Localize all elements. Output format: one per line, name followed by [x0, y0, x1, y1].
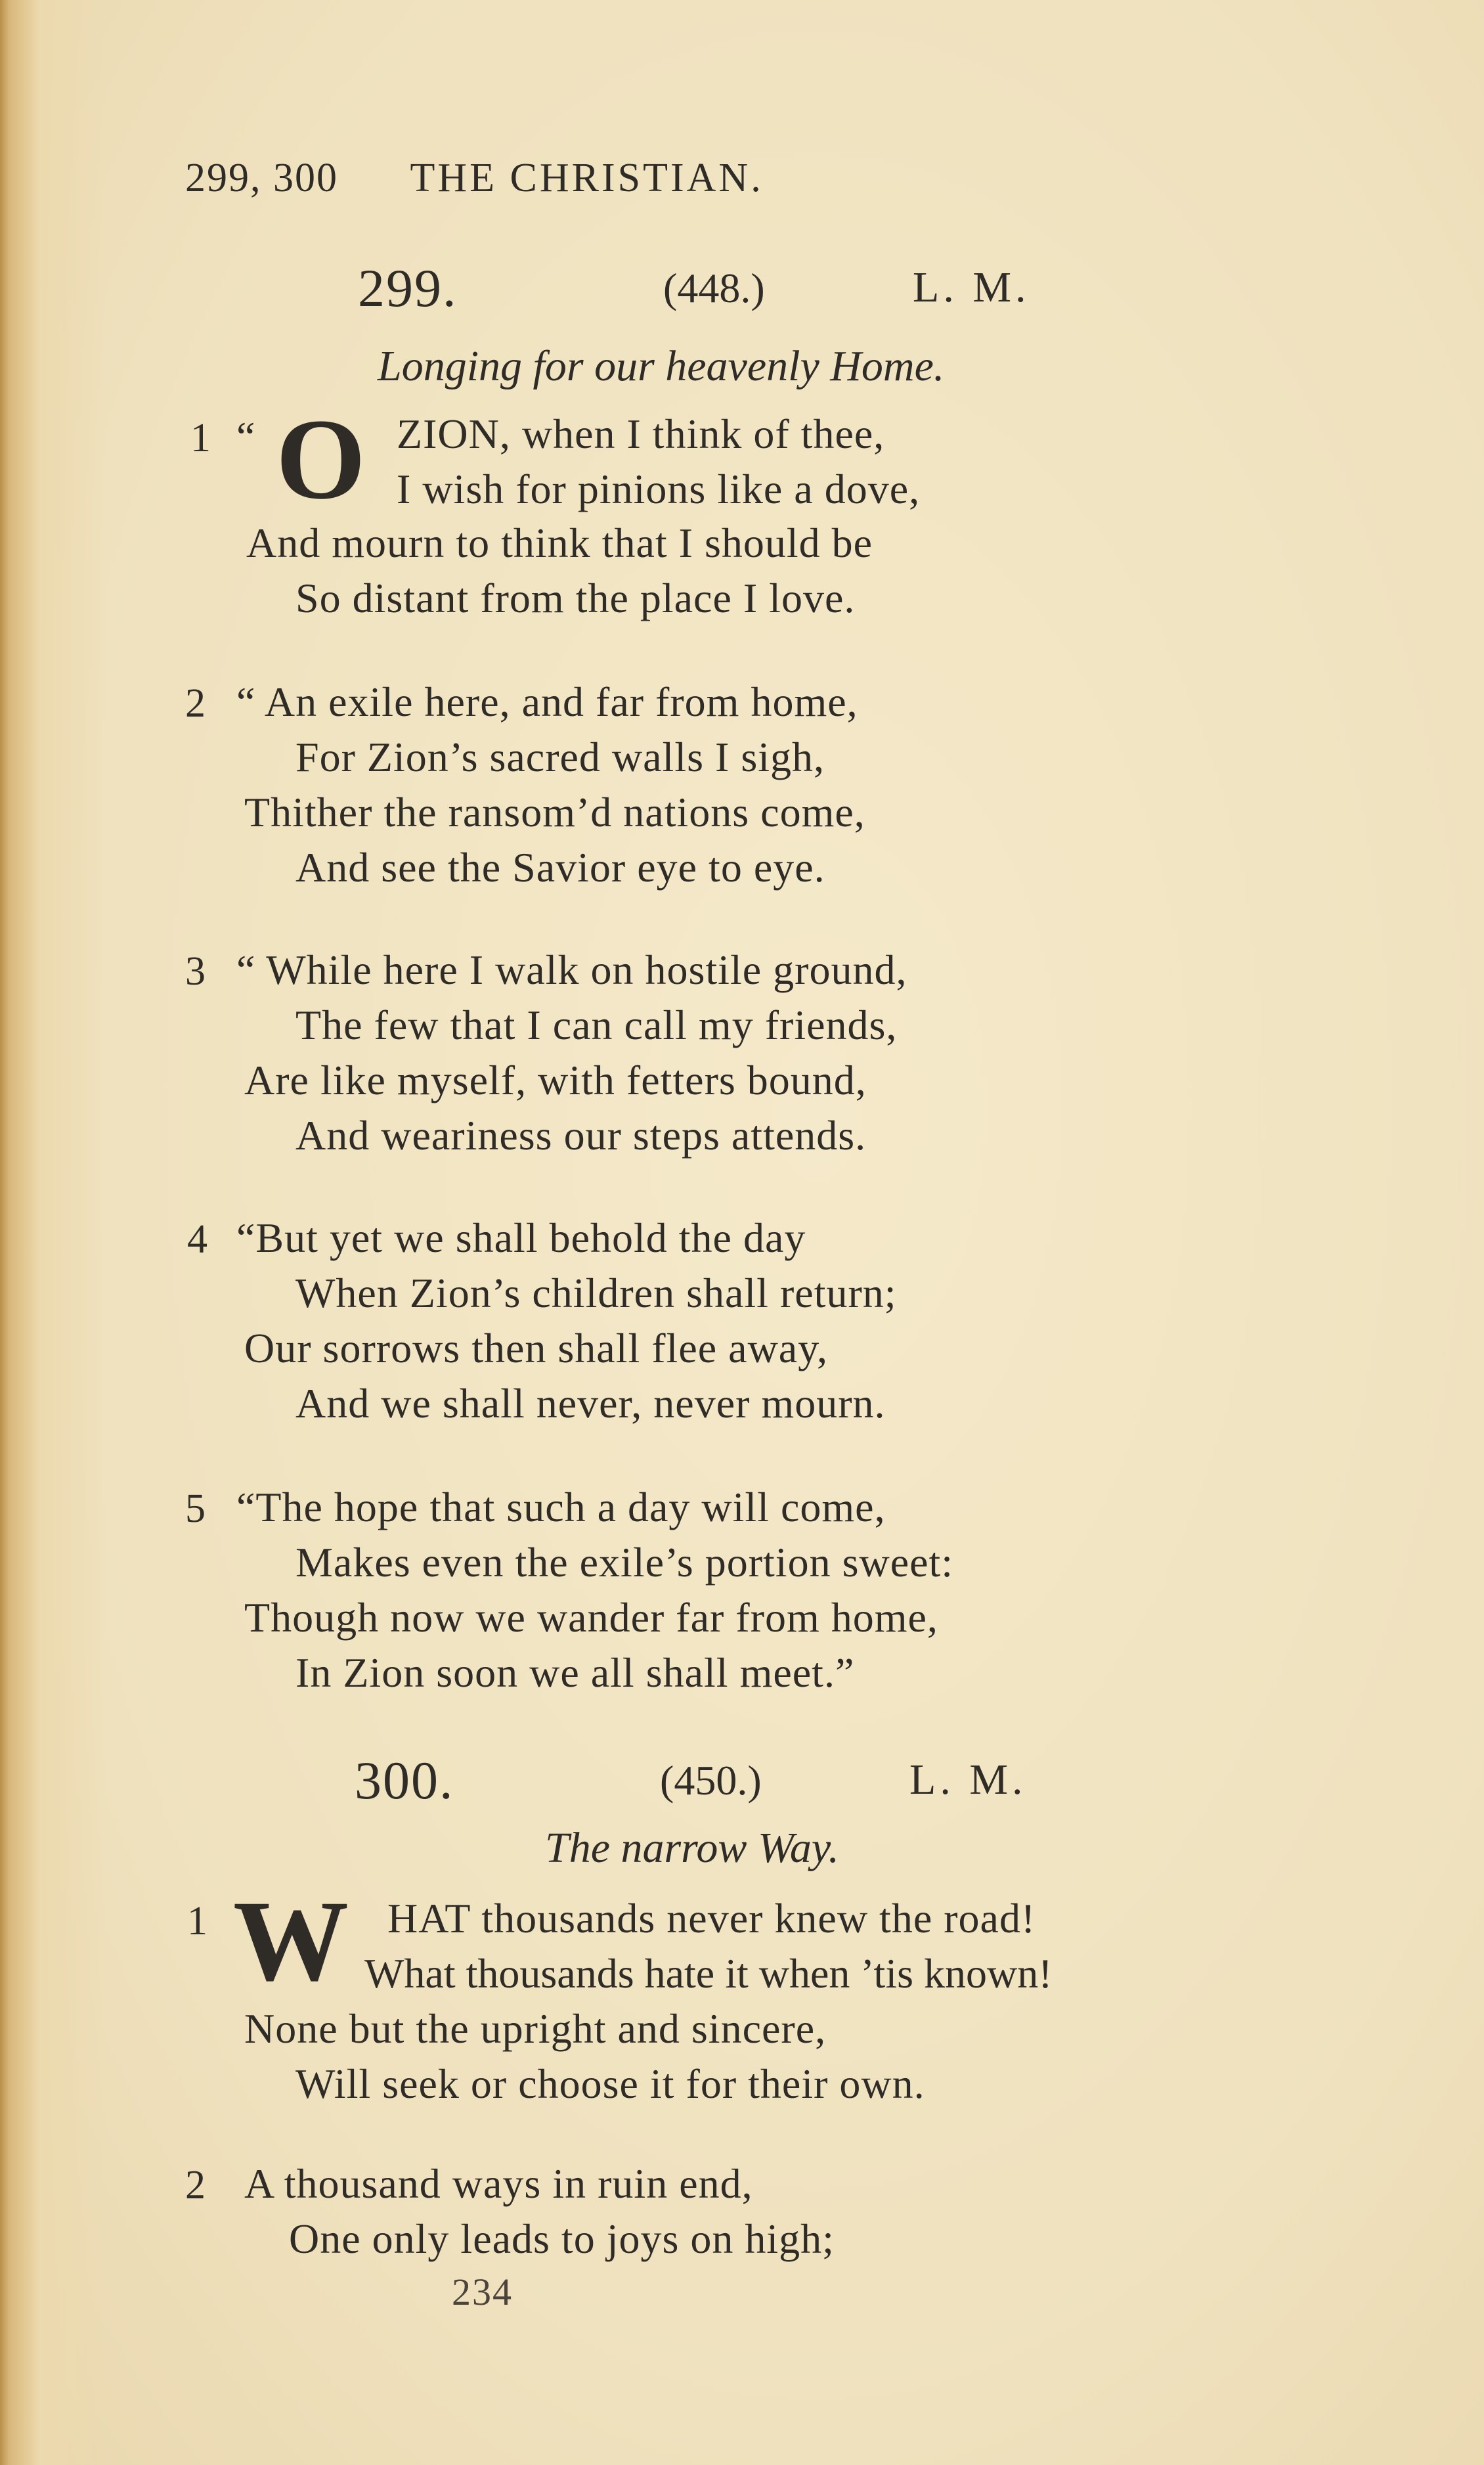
- verse-line: And we shall never, never mourn.: [295, 1380, 886, 1427]
- verse-line: So distant from the place I love.: [295, 575, 856, 621]
- verse-line: None but the upright and sincere,: [244, 2005, 827, 2052]
- header-book-title: THE CHRISTIAN.: [410, 156, 764, 200]
- verse-number: 4: [187, 1217, 207, 1262]
- verse-line: One only leads to joys on high;: [289, 2215, 835, 2262]
- verse-line: And see the Savior eye to eye.: [295, 844, 825, 891]
- hymn-meter: L. M.: [909, 1756, 1027, 1804]
- running-header: [185, 155, 764, 202]
- verse-number: 2: [185, 2163, 206, 2208]
- verse-line: Will seek or choose it for their own.: [295, 2060, 925, 2107]
- verse-number: 5: [185, 1486, 206, 1531]
- verse-line: “The hope that such a day will come,: [236, 1484, 886, 1530]
- verse-line: Our sorrows then shall flee away,: [244, 1325, 829, 1371]
- hymn-meter: L. M.: [913, 263, 1030, 311]
- verse-line: And mourn to think that I should be: [246, 520, 873, 566]
- hymn-reference: (450.): [660, 1757, 762, 1804]
- verse-line: I wish for pinions like a dove,: [397, 466, 921, 512]
- verse-line: ZION, when I think of thee,: [397, 411, 885, 457]
- verse-line: Thither the ransom’d nations come,: [244, 789, 865, 835]
- verse-line: A thousand ways in ruin end,: [244, 2160, 753, 2207]
- hymn-number: 300.: [355, 1750, 454, 1810]
- verse-line: Makes even the exile’s portion sweet:: [295, 1539, 954, 1586]
- verse-line: “ While here I walk on hostile ground,: [236, 946, 907, 993]
- verse-line: HAT thousands never knew the road!: [387, 1895, 1036, 1942]
- verse-line: When Zion’s children shall return;: [295, 1270, 897, 1316]
- hymn-number: 299.: [358, 258, 458, 318]
- verse-number: 2: [185, 681, 206, 726]
- verse-line: Though now we wander far from home,: [244, 1594, 938, 1641]
- verse-line: “ An exile here, and far from home,: [236, 678, 858, 725]
- drop-cap-initial: O: [276, 395, 366, 523]
- hymn-title: Longing for our heavenly Home.: [378, 342, 945, 390]
- verse-line: And weariness our steps attends.: [295, 1112, 867, 1159]
- verse-number: 3: [185, 949, 206, 994]
- drop-cap-initial: W: [233, 1877, 349, 2005]
- header-page-numbers: 299, 300: [185, 156, 338, 200]
- verse-number: 1: [190, 416, 211, 460]
- hymn-reference: (448.): [663, 265, 765, 311]
- verse-line: In Zion soon we all shall meet.”: [295, 1649, 855, 1696]
- verse-line: The few that I can call my friends,: [295, 1002, 898, 1048]
- verse-line: What thousands hate it when ’tis known!: [364, 1950, 1053, 1997]
- footer-page-number: 234: [452, 2271, 513, 2313]
- open-quote: “: [236, 413, 256, 460]
- hymn-title: The narrow Way.: [545, 1824, 840, 1872]
- verse-number: 1: [187, 1899, 207, 1943]
- verse-line: Are like myself, with fetters bound,: [244, 1057, 867, 1103]
- verse-line: “But yet we shall behold the day: [236, 1214, 806, 1261]
- verse-line: For Zion’s sacred walls I sigh,: [295, 734, 825, 780]
